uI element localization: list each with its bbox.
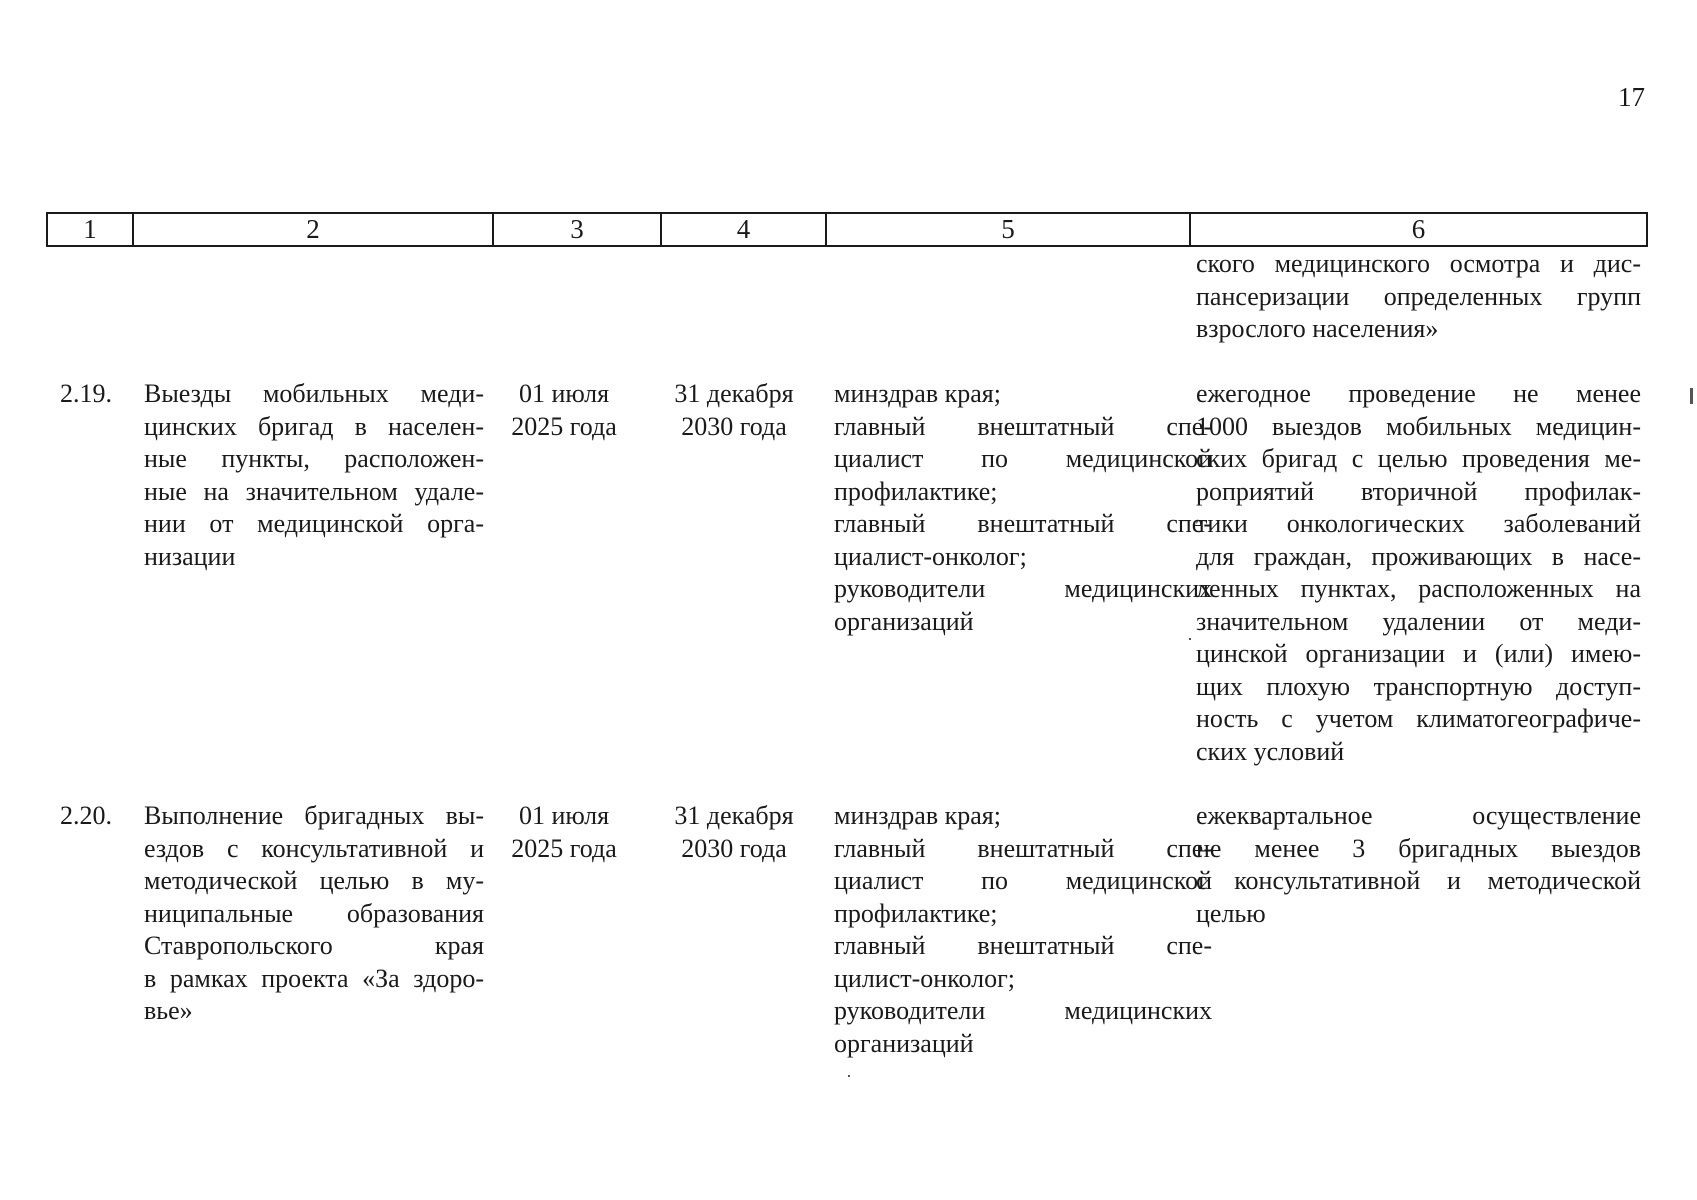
column-number-header (46, 212, 1648, 247)
column-header-4: 4 (661, 213, 826, 246)
text-line: ленных пунктах, расположенных на (1196, 574, 1641, 603)
text-line: руководители медицинских (834, 574, 1212, 603)
page-number: 17 (1618, 82, 1645, 112)
text-line: 01 июля (518, 379, 610, 408)
text-line: целью (1196, 898, 1266, 928)
text-line: профилактике; (834, 476, 998, 506)
text-line: 2025 года (511, 411, 617, 441)
text-line: ниципальные образования (144, 898, 484, 928)
responsible-parties (834, 800, 1212, 1060)
text-line: минздрав края; (834, 379, 1001, 408)
text-line: циалист-онколог; (834, 541, 1027, 571)
text-line: Выполнение бригадных вы- (144, 801, 484, 830)
text-line: ежегодное проведение не менее (1196, 379, 1641, 408)
text-line: 1000 выездов мобильных медицин- (1196, 411, 1641, 441)
text-line: Ставропольского края (144, 931, 484, 960)
text-line: 2030 года (681, 411, 787, 441)
text-line: 01 июля (518, 801, 610, 830)
column-header-2: 2 (133, 213, 493, 246)
text-line: организаций (834, 1028, 974, 1058)
expected-result (1196, 800, 1641, 930)
scan-mark (1189, 638, 1191, 640)
text-line: с консультативной и методической (1196, 866, 1641, 895)
row-number: 2.19. (60, 379, 112, 408)
text-line: цинской организации и (или) имею- (1196, 639, 1641, 668)
text-line: ность с учетом климатогеографиче- (1196, 704, 1641, 733)
event-description (144, 378, 484, 573)
text-line: минздрав края; (834, 801, 1001, 830)
text-line: тики онкологических заболеваний (1196, 509, 1641, 538)
continued-result-text (1196, 248, 1641, 346)
text-line: циалист по медицинской (834, 866, 1212, 895)
column-header-3: 3 (493, 213, 661, 246)
text-line: ских бригад с целью проведения ме- (1196, 444, 1641, 473)
text-line: взрослого населения» (1196, 314, 1439, 343)
text-line: Выезды мобильных меди- (144, 379, 484, 408)
text-line: главный внештатный спе- (834, 833, 1212, 863)
row-number: 2.20. (60, 801, 112, 830)
text-line: не менее 3 бригадных выездов (1196, 833, 1641, 863)
text-line: методической целью в му- (144, 866, 484, 895)
scan-mark (848, 1075, 850, 1077)
text-line: 31 декабря (674, 801, 794, 830)
text-line: для граждан, проживающих в насе- (1196, 541, 1641, 571)
text-line: цинских бригад в населен- (144, 411, 484, 441)
scan-mark (1690, 388, 1693, 404)
end-date (634, 800, 834, 865)
event-description (144, 800, 484, 1028)
column-header-6: 6 (1190, 213, 1647, 246)
text-line: ные пункты, расположен- (144, 444, 484, 473)
text-line: цилист-онколог; (834, 963, 1016, 993)
text-line: главный внештатный спе- (834, 931, 1212, 960)
text-line: низации (144, 541, 236, 571)
text-line: организаций (834, 606, 974, 636)
text-line: циалист по медицинской (834, 444, 1212, 473)
text-line: ездов с консультативной и (144, 833, 484, 863)
text-line: ского медицинского осмотра и дис- (1196, 249, 1641, 278)
text-line: руководители медицинских (834, 996, 1212, 1025)
text-line: ских условий (1196, 736, 1345, 766)
text-line: ежеквартальное осуществление (1196, 801, 1641, 830)
responsible-parties (834, 378, 1212, 638)
column-header-1: 1 (47, 213, 133, 246)
column-header-5: 5 (826, 213, 1190, 246)
text-line: ные на значительном удале- (144, 476, 484, 506)
text-line: 2030 года (681, 833, 787, 863)
text-line: профилактике; (834, 898, 998, 928)
text-line: щих плохую транспортную доступ- (1196, 671, 1641, 701)
text-line: вье» (144, 996, 193, 1025)
text-line: значительном удалении от меди- (1196, 606, 1641, 636)
text-line: 2025 года (511, 833, 617, 863)
text-line: 31 декабря (674, 379, 794, 408)
end-date (634, 378, 834, 443)
text-line: главный внештатный спе- (834, 411, 1212, 441)
text-line: нии от медицинской орга- (144, 509, 484, 538)
text-line: пансеризации определенных групп (1196, 281, 1641, 311)
text-line: главный внештатный спе- (834, 509, 1212, 538)
text-line: в рамках проекта «За здоро- (144, 963, 484, 993)
text-line: роприятий вторичной профилак- (1196, 476, 1641, 506)
expected-result (1196, 378, 1641, 768)
